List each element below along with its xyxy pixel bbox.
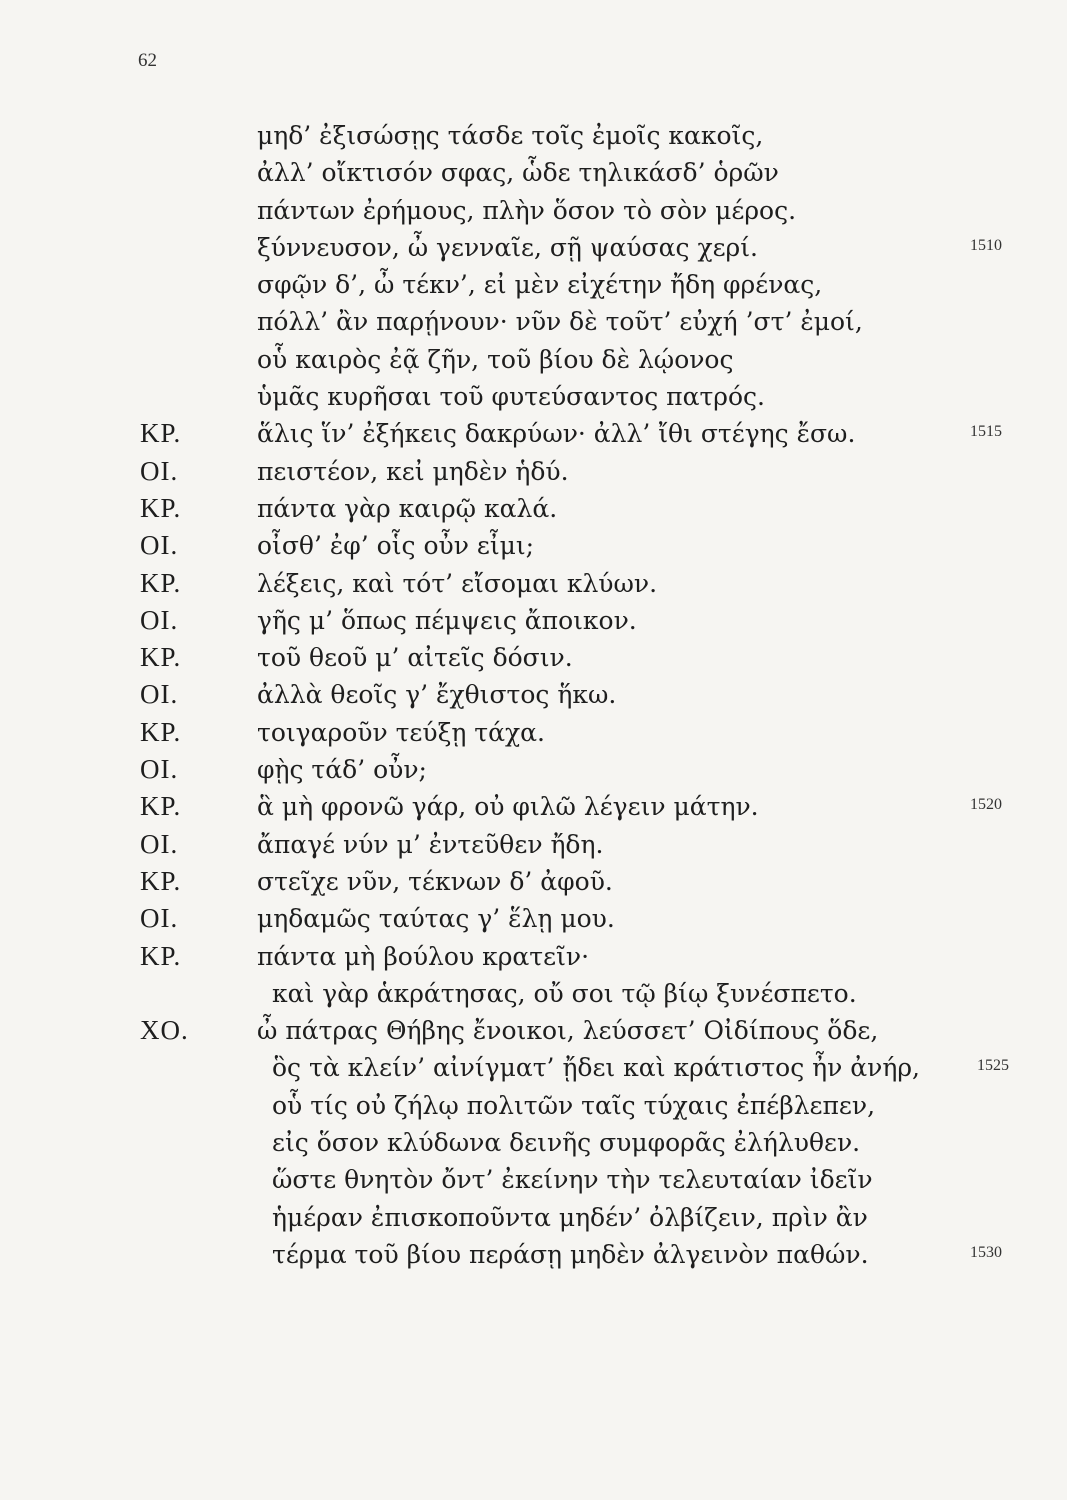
verse-text-line: ὃς τὰ κλείν’ αἰνίγματ’ ᾔδει καὶ κράτιστος ἦν ἀνήρ,	[272, 1053, 920, 1083]
speaker-label: ΟΙ.	[140, 604, 179, 635]
verse-text-line: εἰς ὅσον κλύδωνα δεινῆς συμφορᾶς ἐλήλυθεν.	[272, 1128, 861, 1158]
verse-line	[0, 1199, 1067, 1236]
speaker-label: ΚΡ.	[140, 940, 182, 971]
verse-line	[0, 415, 1067, 452]
verse-line	[0, 751, 1067, 788]
verse-text-line: σφῷν δ’, ὦ τέκν’, εἰ μὲν εἰχέτην ἤδη φρένας,	[257, 270, 823, 300]
verse-text-line: καὶ γὰρ ἁκράτησας, οὔ σοι τῷ βίῳ ξυνέσπετο.	[272, 978, 857, 1008]
verse-text-line: οὗ καιρὸς ἐᾷ ζῆν, τοῦ βίου δὲ λῴονος	[257, 344, 734, 374]
verse-text-line: ὑμᾶς κυρῆσαι τοῦ φυτεύσαντος πατρός.	[257, 382, 765, 412]
verse-text-line: φῂς τάδ’ οὖν;	[257, 755, 427, 785]
verse-text-line: πάντα μὴ βούλου κρατεῖν·	[257, 941, 590, 971]
line-number: 1515	[970, 423, 1002, 441]
speaker-label: ΚΡ.	[140, 791, 182, 822]
speaker-label: ΚΡ.	[140, 716, 182, 747]
page-number: 62	[138, 50, 157, 71]
verse-text-line: ἅλις ἵν’ ἐξήκεις δακρύων· ἀλλ’ ἴθι στέγης ἔσω.	[257, 419, 856, 449]
verse-text-line: ἀλλ’ οἴκτισόν σφας, ὧδε τηλικάσδ’ ὁρῶν	[257, 158, 779, 188]
verse-line	[0, 639, 1067, 676]
verse-line	[0, 788, 1067, 825]
verse-text-line: ὦ πάτρας Θήβης ἔνοικοι, λεύσσετ’ Οἰδίπους ὅδε,	[257, 1016, 879, 1046]
verse-line	[0, 676, 1067, 713]
verse-line	[0, 1236, 1067, 1273]
verse-line	[0, 565, 1067, 602]
line-number: 1510	[970, 236, 1002, 254]
verse-text-line: τοιγαροῦν τεύξῃ τάχα.	[257, 717, 545, 747]
verse-text-line: πειστέον, κεἰ μηδὲν ἡδύ.	[257, 456, 569, 486]
speaker-label: ΟΙ.	[140, 679, 179, 710]
verse-line	[0, 863, 1067, 900]
verse-line	[0, 192, 1067, 229]
verse-text-line: ξύννευσον, ὦ γενναῖε, σῇ ψαύσας χερί.	[257, 232, 758, 262]
line-number: 1520	[970, 796, 1002, 814]
verse-line	[0, 154, 1067, 191]
verse-line	[0, 1087, 1067, 1124]
speaker-label: ΟΙ.	[140, 530, 179, 561]
verse-text-line: λέξεις, καὶ τότ’ εἴσομαι κλύων.	[257, 568, 658, 598]
verse-text-line: ἄπαγέ νύν μ’ ἐντεῦθεν ἤδη.	[257, 829, 604, 859]
verse-line	[0, 938, 1067, 975]
speaker-label: ΚΡ.	[140, 418, 182, 449]
verse-text-line: μηδ’ ἐξισώσῃς τάσδε τοῖς ἐμοῖς κακοῖς,	[257, 121, 764, 150]
speaker-label: ΟΙ.	[140, 903, 179, 934]
verse-line	[0, 117, 1067, 154]
verse-text-line: στεῖχε νῦν, τέκνων δ’ ἀφοῦ.	[257, 866, 613, 896]
verse-line	[0, 826, 1067, 863]
verse-line	[0, 1161, 1067, 1198]
verse-text-line: πόλλ’ ἂν παρῄνουν· νῦν δὲ τοῦτ’ εὐχή ’στ’ ἐμοί,	[257, 307, 863, 337]
speaker-label: ΚΡ.	[140, 642, 182, 673]
verse-text-line: τοῦ θεοῦ μ’ αἰτεῖς δόσιν.	[257, 643, 573, 673]
speaker-label: ΟΙ.	[140, 754, 179, 785]
verse-line	[0, 527, 1067, 564]
verse-text-line: ἃ μὴ φρονῶ γάρ, οὐ φιλῶ λέγειν μάτην.	[257, 792, 759, 822]
speaker-label: ΚΡ.	[140, 567, 182, 598]
verse-line	[0, 490, 1067, 527]
verse-line	[0, 378, 1067, 415]
verse-line	[0, 975, 1067, 1012]
verse-text-line: τέρμα τοῦ βίου περάσῃ μηδὲν ἀλγεινὸν παθών.	[272, 1239, 869, 1269]
speaker-label: ΧΟ.	[140, 1015, 189, 1046]
verse-line	[0, 229, 1067, 266]
verse-text-line: γῆς μ’ ὅπως πέμψεις ἄποικον.	[257, 605, 637, 635]
verse-line	[0, 341, 1067, 378]
verse-line	[0, 453, 1067, 490]
speaker-label: ΟΙ.	[140, 828, 179, 859]
verse-text-line: πάντων ἐρήμους, πλὴν ὅσον τὸ σὸν μέρος.	[257, 195, 797, 225]
verse-line	[0, 900, 1067, 937]
line-number: 1530	[970, 1243, 1002, 1261]
verse-line	[0, 1012, 1067, 1049]
verse-line	[0, 303, 1067, 340]
verse-text-line: οὗ τίς οὐ ζήλῳ πολιτῶν ταῖς τύχαις ἐπέβλεπεν,	[272, 1090, 876, 1120]
speaker-label: ΟΙ.	[140, 455, 179, 486]
speaker-label: ΚΡ.	[140, 492, 182, 523]
verse-text-line: μηδαμῶς ταύτας γ’ ἕλῃ μου.	[257, 904, 615, 934]
verse-text	[0, 117, 1067, 1273]
verse-text-line: ἀλλὰ θεοῖς γ’ ἔχθιστος ἥκω.	[257, 680, 617, 710]
verse-text-line: οἶσθ’ ἐφ’ οἷς οὖν εἶμι;	[257, 531, 535, 561]
verse-line	[0, 602, 1067, 639]
speaker-label: ΚΡ.	[140, 865, 182, 896]
verse-text-line: ὥστε θνητὸν ὄντ’ ἐκείνην τὴν τελευταίαν ἰδεῖν	[272, 1165, 873, 1195]
verse-text-line: ἡμέραν ἐπισκοποῦντα μηδέν’ ὀλβίζειν, πρὶν ἂν	[272, 1202, 868, 1232]
verse-text-line: πάντα γὰρ καιρῷ καλά.	[257, 493, 558, 523]
verse-line	[0, 1049, 1067, 1086]
verse-line	[0, 1124, 1067, 1161]
line-number: 1525	[977, 1057, 1009, 1075]
verse-line	[0, 266, 1067, 303]
verse-line	[0, 714, 1067, 751]
